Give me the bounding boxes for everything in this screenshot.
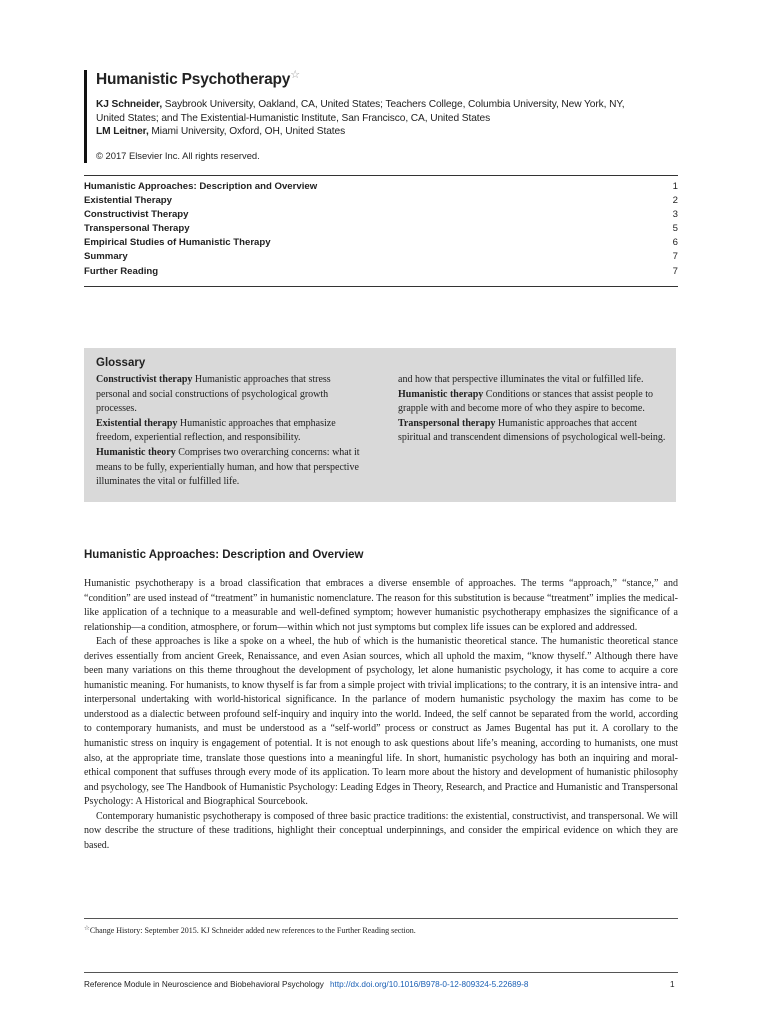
page-number: 1 xyxy=(670,980,675,989)
glossary-entry: Constructivist therapy Humanistic approaches that stress personal and social constructions of psychological growth processes. xyxy=(96,374,331,415)
toc-item[interactable]: Empirical Studies of Humanistic Therapy 6 xyxy=(84,237,678,249)
toc-item[interactable]: Constructivist Therapy 3 xyxy=(84,209,678,221)
author-leitner: LM Leitner, Miami University, Oxford, OH, United States xyxy=(96,126,346,138)
toc-item[interactable]: Further Reading 7 xyxy=(84,265,678,277)
toc-item[interactable]: Existential Therapy 2 xyxy=(84,195,678,207)
footnote-star-icon: ☆ xyxy=(84,925,90,932)
toc-item[interactable]: Transpersonal Therapy 5 xyxy=(84,223,678,235)
title-accent-bar xyxy=(84,70,87,163)
footer-source: Reference Module in Neuroscience and Biobehavioral Psychology xyxy=(84,980,324,989)
glossary-heading: Glossary xyxy=(96,357,146,369)
table-of-contents xyxy=(84,180,678,279)
glossary-column-right xyxy=(398,373,666,446)
body-paragraph: Contemporary humanistic psychotherapy is composed of three basic practice traditions: the existential, constructivist, and transpersonal. We will now describe the structure of these traditions, highlight their conceptual underpinnings, and consider the empirical evidence on which they are based. xyxy=(84,810,678,851)
body-paragraph: Humanistic psychotherapy is a broad classification that embraces a diverse ensemble of approaches. The terms “approach,” “stance,” and “condition” are used instead of “treatment” in humanistic nomenclature. The reason for this substitution is because “treatment” implies the medical-like application of a technique to a measurable and well-defined symptom; however humanistic psychotherapy emphasizes the significance of a relationship—a condition, atmosphere, or forum—within which not just symptoms but complex life issues can be explored and addressed. xyxy=(84,578,678,633)
glossary-entry: Humanistic theory Comprises two overarching concerns: what it means to be fully, experientially human, and how that perspective illuminates the vital or fulfilled life. xyxy=(96,446,360,488)
section-body xyxy=(84,577,678,853)
toc-top-rule xyxy=(84,175,678,176)
body-paragraph: Each of these approaches is like a spoke on a wheel, the hub of which is the humanistic theoretical stance. The humanistic theoretical stance derives essentially from ancient Greek, Renaissance, and even Asian sources, which all uphold the maxim, “know thyself.” Although there have been many variations on this theme throughout the development of psychology, let alone humanistic psychology, it has come to acquire a core humanistic meaning. For humanists, to know thyself is far from a simple project with trivial implications; to the contrary, it is an intensive intra- and interpersonal undertaking with world-historical significance. In the parlance of modern humanistic psychology the maxim has come to be understood as a dialectic between profound self-inquiry and inquiry into the world. Indeed, the self cannot be separated from the world, according to contemporary humanists, and must be understood as a “self-world” process or construct as James Bugental has put it. A corollary to the humanistic stress on inquiry is engagement of potential. It is not enough to ask questions about life’s meaning, according to humanists, one must also, at the appropriate time, translate those questions into a meaningful life. In short, humanistic psychology has both an inquiring and moral-ethical component that suffuses through every mode of its application. To learn more about the history and development of humanistic philosophy and psychology, see The Handbook of Humanistic Psychology: Leading Edges in Theory, Research, and Practice and Humanistic and Transpersonal Psychology: A Historical and Biographical Sourcebook. xyxy=(84,636,678,808)
glossary-entry: Existential therapy Humanistic approaches that emphasize freedom, experiential reflection, and responsibility. xyxy=(96,417,336,444)
footnote: ☆Change History: September 2015. KJ Schneider added new references to the Further Reading section. xyxy=(84,925,416,935)
doi-link[interactable]: http://dx.doi.org/10.1016/B978-0-12-809324-5.22689-8 xyxy=(330,980,529,989)
footer-rule xyxy=(84,972,678,973)
glossary-entry: Humanistic therapy Conditions or stances that assist people to grapple with and become more of who they aspire to become. xyxy=(398,388,653,415)
footnote-rule xyxy=(84,918,678,919)
author-schneider: KJ Schneider, Saybrook University, Oakland, CA, United States; Teachers College, Columbia University, New York, NY, United States; and The Existential-Humanistic Institute, San Francisco, CA, United States xyxy=(96,99,625,124)
glossary-column-left xyxy=(96,373,366,488)
section-heading: Humanistic Approaches: Description and Overview xyxy=(84,549,364,561)
glossary-entry: Transpersonal therapy Humanistic approaches that accent spiritual and transcendent dimensions of psychological well-being. xyxy=(398,417,666,444)
toc-item[interactable]: Summary 7 xyxy=(84,251,678,263)
glossary-entry-continuation: and how that perspective illuminates the vital or fulfilled life. xyxy=(398,374,644,385)
author-affiliations xyxy=(96,98,656,139)
toc-bottom-rule xyxy=(84,286,678,287)
toc-item[interactable]: Humanistic Approaches: Description and Overview 1 xyxy=(84,181,678,192)
article-title: Humanistic Psychotherapy☆ xyxy=(96,69,300,88)
copyright-notice: © 2017 Elsevier Inc. All rights reserved. xyxy=(96,150,260,161)
title-star-icon[interactable]: ☆ xyxy=(290,69,300,81)
